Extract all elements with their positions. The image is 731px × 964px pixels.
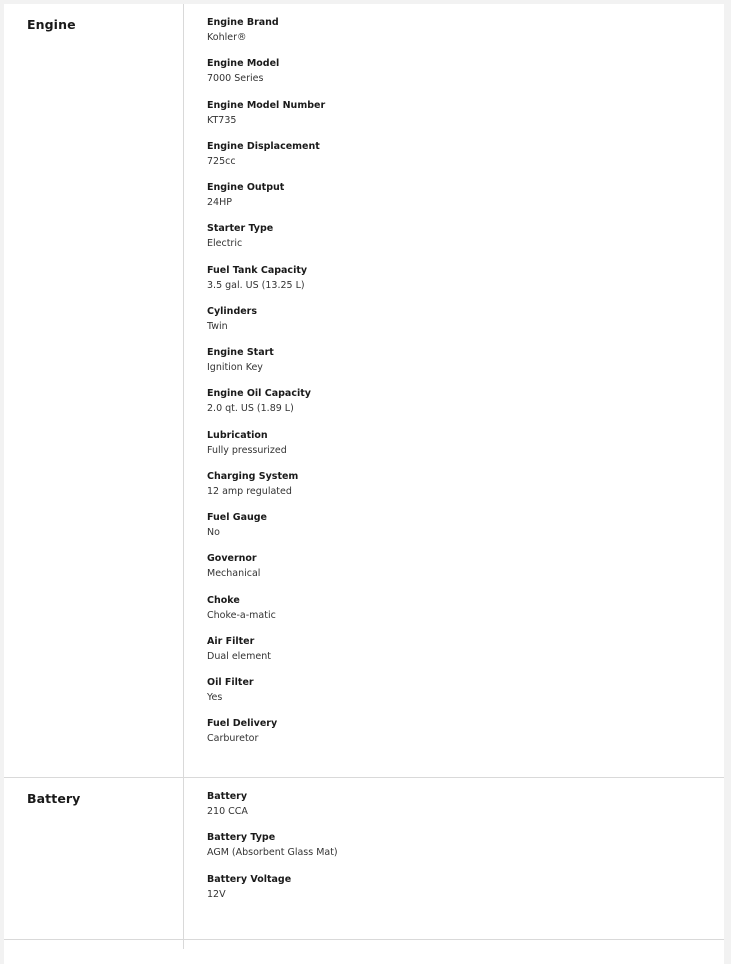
spec-value: No <box>207 527 220 538</box>
spec-value: Choke-a-matic <box>207 609 276 621</box>
spec-label: Governor <box>207 553 257 565</box>
spec-value: 12 amp regulated <box>207 485 292 497</box>
spec-item <box>207 57 707 98</box>
spec-item <box>207 16 707 57</box>
spec-item <box>207 511 707 552</box>
spec-label: Fuel Gauge <box>207 512 268 523</box>
spec-label: Battery <box>207 791 248 802</box>
spec-value: Kohler® <box>207 32 247 43</box>
spec-label: Fuel Delivery <box>207 718 278 730</box>
spec-label: Battery Voltage <box>207 873 292 885</box>
spec-label: Engine Oil Capacity <box>207 388 311 400</box>
section-title-engine: Engine <box>27 17 76 32</box>
spec-value: 725cc <box>207 155 236 167</box>
spec-item <box>207 470 707 511</box>
spec-item <box>207 429 707 470</box>
spec-label: Engine Model <box>207 58 280 70</box>
spec-value: Electric <box>207 238 243 250</box>
spec-label: Battery Type <box>207 832 276 844</box>
spec-value: 24HP <box>207 197 232 208</box>
section-battery <box>4 778 724 940</box>
spec-item <box>207 222 707 263</box>
spec-item <box>207 99 707 140</box>
spec-value: Ignition Key <box>207 362 263 373</box>
spec-value: Mechanical <box>207 568 261 580</box>
spec-value: Carburetor <box>207 733 259 745</box>
spec-label: Oil Filter <box>207 677 254 688</box>
spec-value: 210 CCA <box>207 806 248 817</box>
spec-item <box>207 717 707 758</box>
section-title-battery: Battery <box>27 791 81 806</box>
spec-item <box>207 790 707 831</box>
spec-value: Fully pressurized <box>207 444 287 456</box>
spec-item <box>207 831 707 872</box>
spec-table <box>4 4 724 964</box>
spec-item <box>207 676 707 717</box>
spec-value: KT735 <box>207 114 237 126</box>
section-engine <box>4 4 724 778</box>
spec-label: Engine Start <box>207 347 274 358</box>
spec-label: Starter Type <box>207 223 274 235</box>
spec-label: Lubrication <box>207 429 268 441</box>
spec-item <box>207 873 707 914</box>
spec-list-battery <box>207 790 707 914</box>
spec-label: Choke <box>207 594 240 606</box>
spec-item <box>207 594 707 635</box>
spec-item <box>207 552 707 593</box>
spec-label: Engine Displacement <box>207 140 320 152</box>
spec-item <box>207 181 707 222</box>
spec-label: Fuel Tank Capacity <box>207 264 308 276</box>
spec-item <box>207 346 707 387</box>
spec-label: Engine Model Number <box>207 99 326 111</box>
spec-item <box>207 305 707 346</box>
spec-value: 7000 Series <box>207 73 264 85</box>
spec-value: 3.5 gal. US (13.25 L) <box>207 279 305 291</box>
spec-label: Engine Output <box>207 182 285 193</box>
spec-label: Cylinders <box>207 305 258 317</box>
spec-item <box>207 387 707 428</box>
spec-label: Air Filter <box>207 635 255 647</box>
spec-label: Engine Brand <box>207 17 279 28</box>
spec-value: Yes <box>207 692 223 703</box>
spec-value: Twin <box>207 320 228 332</box>
spec-item <box>207 140 707 181</box>
spec-value: AGM (Absorbent Glass Mat) <box>207 847 338 859</box>
spec-value: 12V <box>207 888 226 900</box>
spec-label: Charging System <box>207 470 299 482</box>
spec-item <box>207 264 707 305</box>
spec-value: 2.0 qt. US (1.89 L) <box>207 403 294 415</box>
spec-value: Dual element <box>207 650 271 662</box>
spec-list-engine <box>207 16 707 759</box>
spec-item <box>207 635 707 676</box>
